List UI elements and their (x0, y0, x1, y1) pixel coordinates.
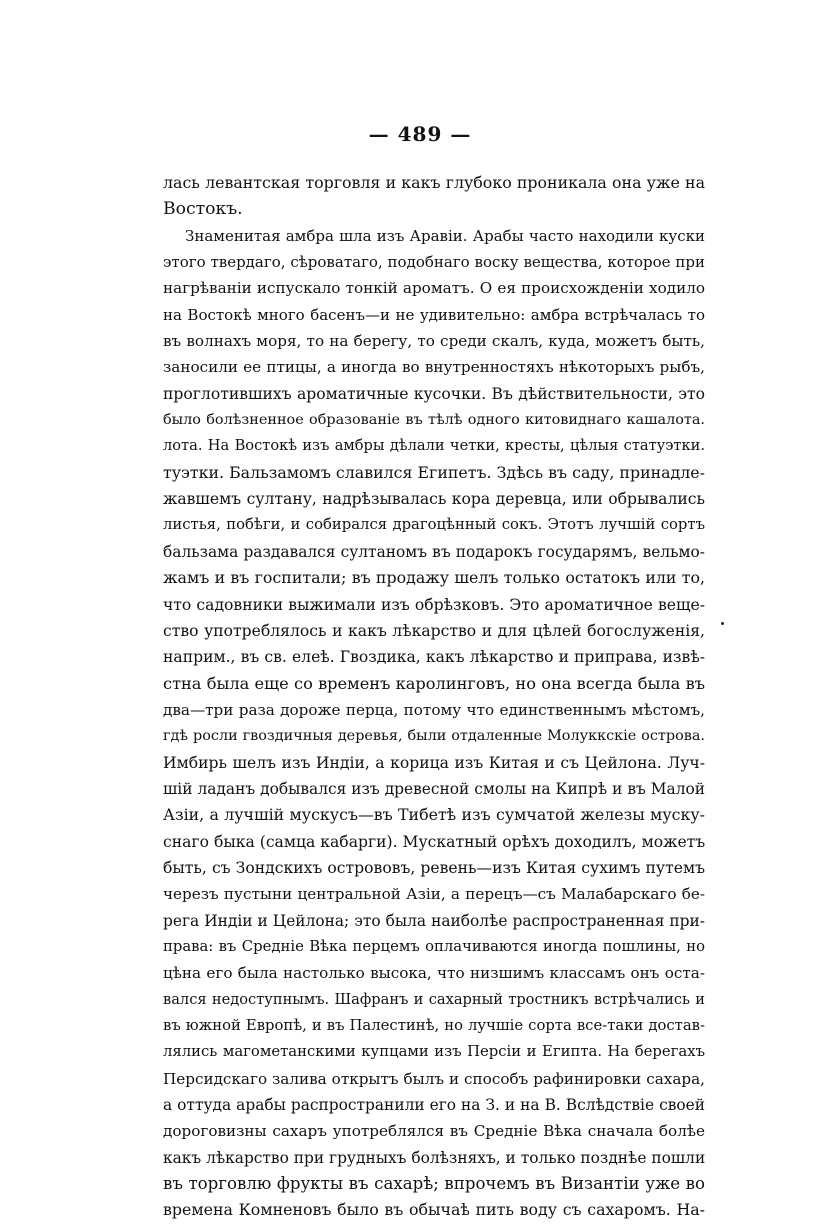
text-line: въ волнахъ моря, то на берегу, то среди скалъ, куда, можетъ быть, (163, 332, 705, 351)
text-line: что садовники выжимали изъ обрѣзковъ. Это ароматичное веще- (163, 595, 705, 614)
text-line: въ южной Европѣ, и въ Палестинѣ, но лучшіе сорта все-таки достав- (163, 1017, 705, 1034)
text-line: проглотившихъ ароматичные кусочки. Въ дѣйствительности, это (163, 384, 705, 403)
text-line: лась левантская торговля и какъ глубоко проникала она уже на (163, 173, 705, 192)
text-line: дороговизны сахаръ употреблялся въ Средніе Вѣка сначала болѣе (163, 1122, 705, 1141)
text-line: права: въ Средніе Вѣка перцемъ оплачиваются иногда пошлины, но (163, 937, 705, 955)
text-line: ство употреблялось и какъ лѣкарство и для цѣлей богослуженія, (163, 621, 705, 640)
text-line: стна была еще со временъ каролинговъ, но она всегда была въ (163, 673, 705, 693)
body-text (163, 170, 705, 1224)
text-line: туэтки. Бальзамомъ славился Египетъ. Здѣсь въ саду, принадле- (163, 462, 705, 482)
text-line: наприм., въ св. елеѣ. Гвоздика, какъ лѣкарство и приправа, извѣ- (163, 648, 705, 667)
text-line: гдѣ росли гвоздичныя деревья, были отдаленные Молуккскіе острова. (163, 728, 705, 745)
text-line: а оттуда арабы распространили его на З. и на В. Вслѣдствіе своей (163, 1096, 705, 1115)
text-line: нагрѣваніи испускало тонкій ароматъ. О ея происхожденіи ходило (163, 279, 705, 298)
text-line: черезъ пустыни центральной Азіи, а перецъ—съ Малабарскаго бе- (163, 885, 705, 904)
text-line: лота. На Востокѣ изъ амбры дѣлали четки, кресты, цѣлыя статуэтки. (163, 437, 705, 455)
text-line: Востокъ. (163, 199, 243, 220)
text-line: снаго быка (самца кабарги). Мускатный орѣхъ доходилъ, можетъ (163, 832, 706, 851)
scan-speck (721, 622, 724, 625)
text-line: этого твердаго, сѣроватаго, подобнаго воску вещества, которое при (163, 253, 705, 272)
text-line: Азіи, а лучшій мускусъ—въ Тибетѣ изъ сумчатой железы муску- (163, 805, 705, 825)
text-line: бальзама раздавался султаномъ въ подарокъ государямъ, вельмо- (163, 542, 705, 561)
text-line: листья, побѣги, и собирался драгоцѣнный сокъ. Этотъ лучшій сортъ (163, 516, 705, 534)
text-line: жавшемъ султану, надрѣзывалась кора деревца, или обрывались (163, 490, 705, 509)
text-line: Имбирь шелъ изъ Индіи, а корица изъ Китая и съ Цейлона. Луч- (163, 753, 705, 772)
text-line: заносили ее птицы, а иногда во внутренностяхъ нѣкоторыхъ рыбъ, (163, 358, 705, 377)
text-line: цѣна его была настолько высока, что низшимъ классамъ онъ оста- (163, 964, 705, 983)
text-line: въ торговлю фрукты въ сахарѣ; впрочемъ въ Византіи уже во (163, 1174, 705, 1194)
text-line: два—три раза дороже перца, потому что единственнымъ мѣстомъ, (163, 700, 705, 719)
page-number: — 489 — (368, 122, 472, 146)
text-line: Персидскаго залива открытъ былъ и способъ рафинировки сахара, (163, 1069, 705, 1088)
text-line: было болѣзненное образованіе въ тѣлѣ одного китовиднаго кашалота. (163, 412, 705, 429)
text-line: шій ладанъ добывался изъ древесной смолы на Кипрѣ и въ Малой (163, 779, 705, 798)
text-line: лялись магометанскими купцами изъ Персіи и Египта. На берегахъ (163, 1043, 705, 1061)
text-line: быть, съ Зондскихъ острововъ, ревень—изъ Китая сухимъ путемъ (163, 858, 705, 877)
text-line: жамъ и въ госпитали; въ продажу шелъ только остатокъ или то, (163, 568, 705, 588)
text-line: рега Индіи и Цейлона; это была наиболѣе распространенная при- (163, 911, 705, 930)
text-line: Знаменитая амбра шла изъ Аравіи. Арабы часто находили куски (185, 226, 705, 245)
text-line: на Востокѣ много басенъ—и не удивительно: амбра встрѣчалась то (163, 305, 705, 324)
text-line: времена Комненовъ было въ обычаѣ пить воду съ сахаромъ. На- (163, 1200, 705, 1220)
text-line: вался недоступнымъ. Шафранъ и сахарный тростникъ встрѣчались и (163, 990, 705, 1008)
text-line: какъ лѣкарство при грудныхъ болѣзняхъ, и только позднѣе пошли (163, 1148, 706, 1167)
